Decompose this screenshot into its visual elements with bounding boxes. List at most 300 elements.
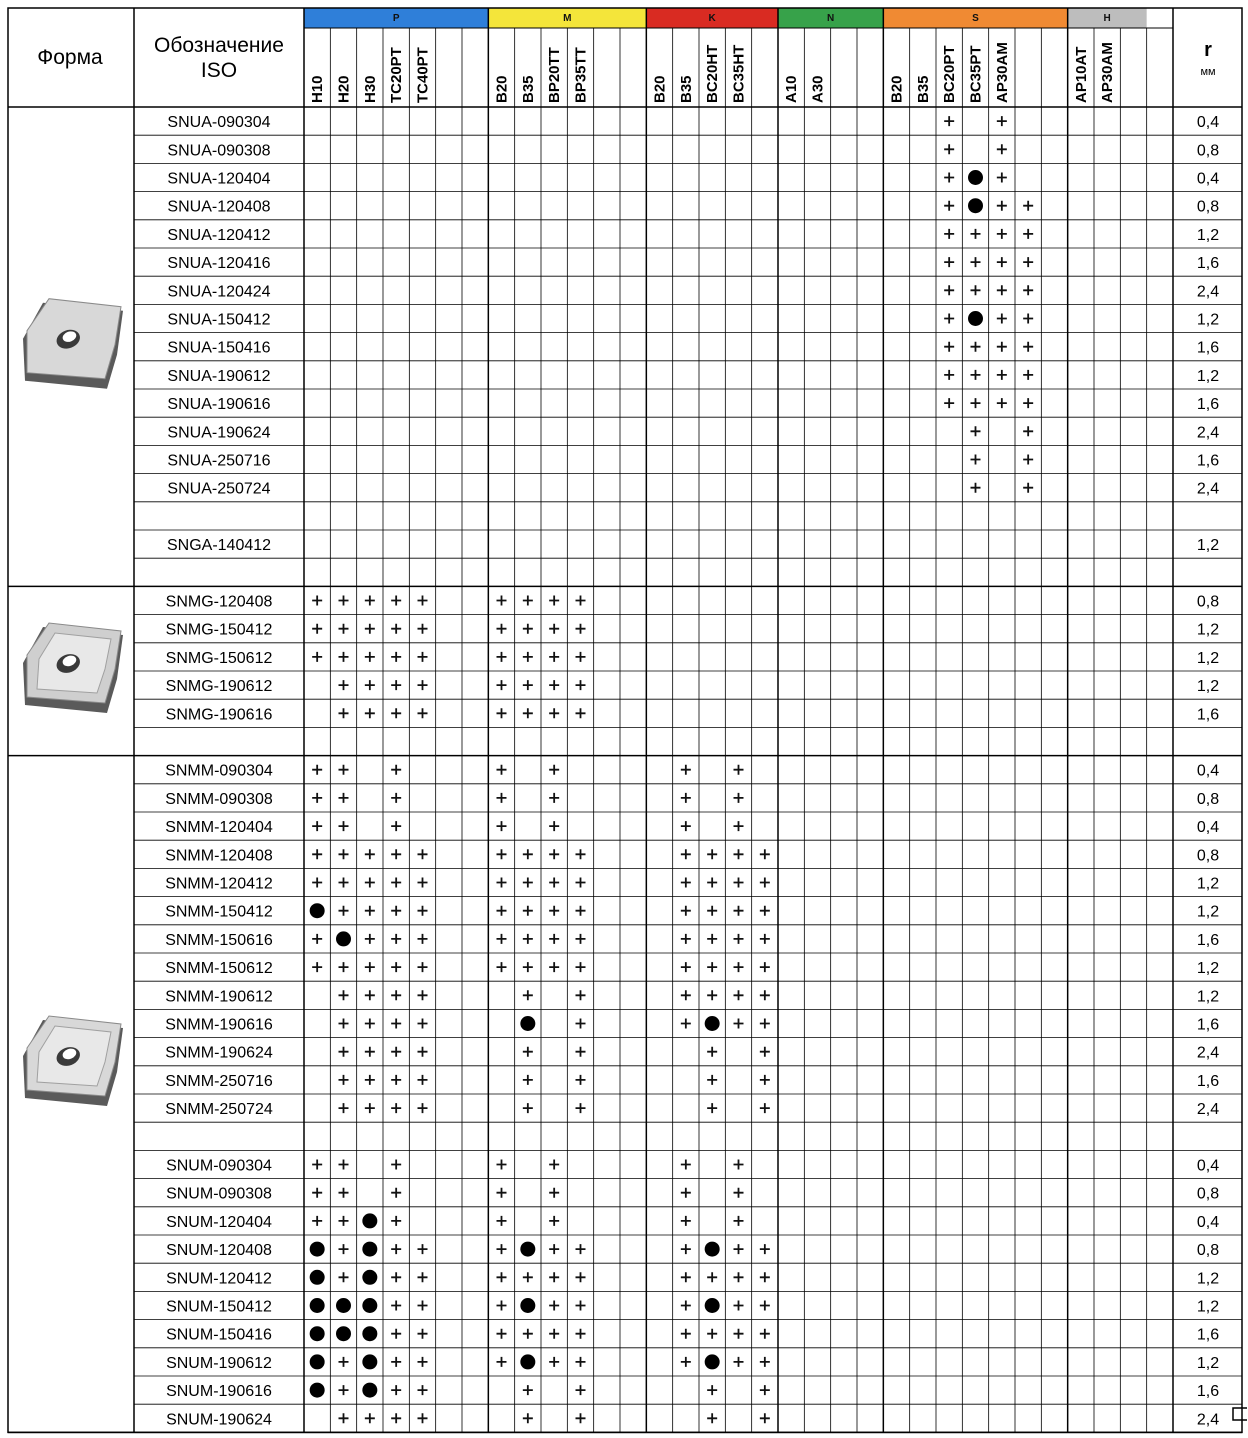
recommended-mark — [310, 903, 325, 918]
suitable-mark — [312, 596, 322, 606]
table-row — [167, 170, 1219, 188]
radius-value: 1,2 — [1196, 1298, 1220, 1316]
suitable-mark — [391, 1244, 401, 1254]
iso-designation: SNMG-150412 — [165, 621, 273, 639]
suitable-mark — [497, 821, 507, 831]
suitable-mark — [391, 878, 401, 888]
table-body — [165, 114, 1219, 1428]
suitable-mark — [391, 1075, 401, 1085]
suitable-mark — [681, 1244, 691, 1254]
table-row — [166, 1213, 1219, 1231]
suitable-mark — [339, 680, 349, 690]
grade-column-header: BC35HT — [730, 44, 748, 103]
table-row — [165, 960, 1219, 977]
table-row — [165, 988, 1219, 1005]
suitable-mark — [707, 1075, 717, 1085]
suitable-mark — [523, 680, 533, 690]
suitable-mark — [418, 708, 428, 718]
suitable-mark — [1023, 455, 1033, 465]
suitable-mark — [418, 624, 428, 634]
suitable-mark — [497, 1188, 507, 1198]
suitable-mark — [523, 849, 533, 859]
suitable-mark — [497, 962, 507, 972]
suitable-mark — [497, 680, 507, 690]
suitable-mark — [681, 962, 691, 972]
suitable-mark — [497, 765, 507, 775]
suitable-mark — [391, 849, 401, 859]
suitable-mark — [576, 878, 586, 888]
suitable-mark — [1023, 314, 1033, 324]
suitable-mark — [418, 849, 428, 859]
recommended-mark — [336, 1298, 351, 1313]
iso-designation: SNUM-190612 — [166, 1354, 272, 1372]
radius-value: 1,6 — [1196, 1326, 1220, 1344]
suitable-mark — [418, 962, 428, 972]
suitable-mark — [760, 849, 770, 859]
table-row — [166, 1383, 1219, 1401]
grade-column-header: H30 — [361, 75, 379, 103]
radius-value: 1,6 — [1196, 931, 1220, 949]
suitable-mark — [391, 596, 401, 606]
suitable-mark — [497, 1272, 507, 1282]
suitable-mark — [523, 1103, 533, 1113]
table-row — [167, 198, 1219, 216]
suitable-mark — [681, 821, 691, 831]
suitable-mark — [997, 173, 1007, 183]
suitable-mark — [734, 765, 744, 775]
grade-column-header: A30 — [809, 75, 827, 103]
suitable-mark — [549, 708, 559, 718]
suitable-mark — [391, 1188, 401, 1198]
suitable-mark — [391, 1301, 401, 1311]
iso-column-header-line2: ISO — [200, 59, 238, 82]
suitable-mark — [339, 878, 349, 888]
suitable-mark — [760, 878, 770, 888]
suitable-mark — [339, 708, 349, 718]
suitable-mark — [971, 426, 981, 436]
suitable-mark — [523, 962, 533, 972]
suitable-mark — [681, 1301, 691, 1311]
suitable-mark — [391, 990, 401, 1000]
suitable-mark — [391, 1216, 401, 1226]
suitable-mark — [760, 1272, 770, 1282]
suitable-mark — [339, 849, 349, 859]
suitable-mark — [549, 849, 559, 859]
suitable-mark — [1023, 257, 1033, 267]
suitable-mark — [312, 652, 322, 662]
radius-value: 0,4 — [1196, 170, 1220, 188]
suitable-mark — [576, 906, 586, 916]
suitable-mark — [312, 1188, 322, 1198]
suitable-mark — [734, 1272, 744, 1282]
iso-designation: SNUM-120404 — [166, 1213, 272, 1231]
table-row — [167, 396, 1219, 413]
suitable-mark — [391, 793, 401, 803]
radius-value: 1,2 — [1196, 678, 1220, 696]
radius-value: 2,4 — [1196, 1044, 1220, 1062]
table-row — [165, 903, 1219, 921]
suitable-mark — [760, 1047, 770, 1057]
suitable-mark — [681, 1188, 691, 1198]
suitable-mark — [365, 990, 375, 1000]
form-column-header: Форма — [37, 46, 103, 69]
suitable-mark — [760, 1329, 770, 1339]
suitable-mark — [681, 934, 691, 944]
group-label: P — [392, 13, 400, 24]
group-label: H — [1103, 13, 1111, 24]
suitable-mark — [497, 878, 507, 888]
suitable-mark — [497, 934, 507, 944]
table-row — [165, 876, 1219, 893]
suitable-mark — [944, 116, 954, 126]
suitable-mark — [681, 878, 691, 888]
radius-value: 2,4 — [1196, 424, 1220, 442]
insert-sqr-chipbreaker-icon — [23, 623, 123, 713]
group-label: S — [972, 13, 979, 24]
recommended-mark — [310, 1326, 325, 1341]
grade-column-header: BC20HT — [704, 44, 722, 103]
suitable-mark — [497, 708, 507, 718]
suitable-mark — [944, 173, 954, 183]
iso-designation: SNMM-150612 — [165, 960, 273, 978]
suitable-mark — [523, 906, 533, 916]
table-row — [167, 368, 1219, 385]
radius-value: 1,6 — [1196, 396, 1220, 414]
suitable-mark — [944, 144, 954, 154]
insert-sqr-medium-icon — [23, 1016, 123, 1106]
table-row — [165, 763, 1219, 780]
suitable-mark — [760, 906, 770, 916]
iso-designation: SNUA-250716 — [167, 452, 271, 470]
iso-designation: SNUA-190616 — [167, 396, 271, 414]
iso-designation: SNUM-090308 — [166, 1185, 272, 1203]
iso-designation: SNUA-150412 — [167, 311, 271, 329]
table-row — [165, 847, 1219, 864]
recommended-mark — [520, 1016, 535, 1031]
suitable-mark — [549, 1329, 559, 1339]
suitable-mark — [1023, 370, 1033, 380]
suitable-mark — [681, 990, 691, 1000]
suitable-mark — [312, 962, 322, 972]
iso-designation: SNGA-140412 — [166, 537, 272, 555]
suitable-mark — [576, 1301, 586, 1311]
suitable-mark — [523, 1413, 533, 1423]
suitable-mark — [576, 1019, 586, 1029]
suitable-mark — [497, 1329, 507, 1339]
table-row — [166, 706, 1220, 723]
suitable-mark — [339, 1216, 349, 1226]
suitable-mark — [681, 793, 691, 803]
suitable-mark — [365, 1047, 375, 1057]
suitable-mark — [707, 1047, 717, 1057]
suitable-mark — [734, 878, 744, 888]
suitable-mark — [944, 229, 954, 239]
suitable-mark — [760, 962, 770, 972]
radius-value: 0,4 — [1196, 762, 1220, 780]
grade-column-header: H10 — [309, 75, 327, 103]
radius-value: 0,8 — [1196, 1185, 1220, 1203]
grade-column-header: H20 — [335, 75, 353, 103]
suitable-mark — [523, 1385, 533, 1395]
radius-value: 1,2 — [1196, 875, 1220, 893]
radius-value: 1,2 — [1196, 1270, 1220, 1288]
suitable-mark — [734, 1329, 744, 1339]
iso-designation: SNMM-190612 — [165, 988, 273, 1006]
recommended-mark — [310, 1242, 325, 1257]
suitable-mark — [418, 906, 428, 916]
suitable-mark — [339, 652, 349, 662]
suitable-mark — [339, 1357, 349, 1367]
suitable-mark — [418, 1272, 428, 1282]
iso-designation: SNMM-090304 — [165, 762, 273, 780]
iso-designation: SNUA-090308 — [167, 142, 271, 160]
recommended-mark — [968, 311, 983, 326]
radius-value: 0,8 — [1196, 847, 1220, 865]
suitable-mark — [997, 398, 1007, 408]
iso-designation: SNMG-190612 — [165, 678, 273, 696]
suitable-mark — [707, 1385, 717, 1395]
suitable-mark — [365, 962, 375, 972]
radius-value: 0,8 — [1196, 593, 1220, 611]
suitable-mark — [418, 1385, 428, 1395]
table-row — [165, 1073, 1219, 1090]
radius-value: 0,8 — [1196, 1242, 1220, 1260]
suitable-mark — [971, 342, 981, 352]
suitable-mark — [944, 201, 954, 211]
suitable-mark — [681, 849, 691, 859]
suitable-mark — [497, 1357, 507, 1367]
suitable-mark — [391, 765, 401, 775]
suitable-mark — [418, 1103, 428, 1113]
recommended-mark — [310, 1383, 325, 1398]
suitable-mark — [549, 1301, 559, 1311]
radius-value: 0,8 — [1196, 142, 1220, 160]
table-row — [165, 819, 1219, 836]
suitable-mark — [391, 1160, 401, 1170]
iso-designation: SNMM-250724 — [165, 1101, 273, 1119]
suitable-mark — [576, 624, 586, 634]
suitable-mark — [365, 1075, 375, 1085]
suitable-mark — [944, 285, 954, 295]
table-header — [37, 34, 1215, 82]
grade-column-header: B20 — [493, 75, 511, 103]
suitable-mark — [339, 1413, 349, 1423]
suitable-mark — [523, 878, 533, 888]
table-row — [166, 1298, 1219, 1316]
table-row — [166, 1242, 1219, 1260]
suitable-mark — [418, 934, 428, 944]
table-row — [166, 622, 1220, 639]
grade-column-header: BC20PT — [941, 45, 959, 103]
grade-column-header: BP20TT — [546, 47, 564, 103]
suitable-mark — [997, 285, 1007, 295]
suitable-mark — [734, 1160, 744, 1170]
suitable-mark — [339, 1272, 349, 1282]
iso-designation: SNUA-190612 — [167, 367, 271, 385]
suitable-mark — [391, 624, 401, 634]
suitable-mark — [681, 906, 691, 916]
iso-designation: SNUM-090304 — [166, 1157, 272, 1175]
suitable-mark — [549, 596, 559, 606]
suitable-mark — [418, 652, 428, 662]
suitable-mark — [734, 1357, 744, 1367]
suitable-mark — [734, 934, 744, 944]
grade-column-header: AP10AT — [1072, 46, 1090, 103]
suitable-mark — [418, 680, 428, 690]
iso-designation: SNMM-090308 — [165, 790, 273, 808]
radius-value: 2,4 — [1196, 1101, 1220, 1119]
grade-column-header: AP30AM — [993, 42, 1011, 103]
suitable-mark — [365, 1413, 375, 1423]
suitable-mark — [497, 1244, 507, 1254]
suitable-mark — [734, 1244, 744, 1254]
suitable-mark — [997, 257, 1007, 267]
radius-value: 1,2 — [1196, 1354, 1220, 1372]
suitable-mark — [971, 398, 981, 408]
suitable-mark — [734, 990, 744, 1000]
suitable-mark — [339, 1385, 349, 1395]
suitable-mark — [760, 1301, 770, 1311]
suitable-mark — [1023, 342, 1033, 352]
suitable-mark — [549, 1188, 559, 1198]
suitable-mark — [576, 934, 586, 944]
suitable-mark — [549, 906, 559, 916]
suitable-mark — [576, 652, 586, 662]
suitable-mark — [760, 1019, 770, 1029]
radius-value: 1,2 — [1196, 988, 1220, 1006]
suitable-mark — [523, 1272, 533, 1282]
suitable-mark — [365, 1019, 375, 1029]
suitable-mark — [944, 398, 954, 408]
suitable-mark — [365, 934, 375, 944]
recommended-mark — [705, 1298, 720, 1313]
suitable-mark — [391, 708, 401, 718]
insert-shape-icons — [23, 299, 123, 1106]
iso-designation: SNUA-250724 — [167, 480, 271, 498]
suitable-mark — [339, 1244, 349, 1254]
corner-bracket-icon — [1233, 1408, 1247, 1420]
suitable-mark — [1023, 201, 1033, 211]
suitable-mark — [497, 596, 507, 606]
suitable-mark — [391, 821, 401, 831]
grade-column-header: TC40PT — [414, 47, 432, 103]
suitable-mark — [1023, 426, 1033, 436]
radius-value: 0,8 — [1196, 790, 1220, 808]
radius-value: 1,2 — [1196, 311, 1220, 329]
group-label: N — [827, 13, 835, 24]
suitable-mark — [549, 1216, 559, 1226]
suitable-mark — [418, 1329, 428, 1339]
radius-value: 2,4 — [1196, 1411, 1220, 1429]
suitable-mark — [681, 1272, 691, 1282]
suitable-mark — [549, 624, 559, 634]
grade-column-header: BP35TT — [572, 47, 590, 103]
suitable-mark — [576, 1047, 586, 1057]
suitable-mark — [734, 962, 744, 972]
suitable-mark — [734, 793, 744, 803]
radius-value: 1,2 — [1196, 621, 1220, 639]
suitable-mark — [971, 483, 981, 493]
recommended-mark — [362, 1383, 377, 1398]
iso-designation: SNUA-120416 — [167, 255, 271, 273]
recommended-mark — [362, 1242, 377, 1257]
suitable-mark — [418, 1357, 428, 1367]
suitable-mark — [339, 1019, 349, 1029]
suitable-mark — [312, 765, 322, 775]
suitable-mark — [971, 370, 981, 380]
table-row — [167, 537, 1219, 554]
iso-designation: SNUA-120408 — [167, 198, 271, 216]
suitable-mark — [312, 1216, 322, 1226]
suitable-mark — [707, 990, 717, 1000]
suitable-mark — [549, 793, 559, 803]
suitable-mark — [997, 342, 1007, 352]
radius-value: 2,4 — [1196, 283, 1220, 301]
table-row — [167, 311, 1219, 329]
recommended-mark — [336, 1326, 351, 1341]
suitable-mark — [549, 1272, 559, 1282]
grade-column-header: B35 — [519, 75, 537, 103]
radius-value: 1,2 — [1196, 537, 1220, 555]
grade-column-header: B35 — [677, 75, 695, 103]
suitable-mark — [418, 1244, 428, 1254]
suitable-mark — [391, 1385, 401, 1395]
suitable-mark — [391, 906, 401, 916]
iso-designation: SNMM-150412 — [165, 903, 273, 921]
suitable-mark — [707, 1413, 717, 1423]
suitable-mark — [681, 1160, 691, 1170]
suitable-mark — [391, 652, 401, 662]
table-row — [167, 481, 1219, 498]
suitable-mark — [576, 708, 586, 718]
suitable-mark — [418, 596, 428, 606]
suitable-mark — [944, 314, 954, 324]
iso-designation: SNUM-120412 — [166, 1270, 272, 1288]
iso-designation: SNUA-150416 — [167, 339, 271, 357]
suitable-mark — [971, 455, 981, 465]
suitable-mark — [760, 1413, 770, 1423]
radius-value: 1,2 — [1196, 367, 1220, 385]
suitable-mark — [576, 596, 586, 606]
suitable-mark — [523, 1047, 533, 1057]
suitable-mark — [312, 849, 322, 859]
table-row — [166, 1354, 1219, 1372]
recommended-mark — [336, 931, 351, 946]
suitable-mark — [523, 990, 533, 1000]
suitable-mark — [549, 1160, 559, 1170]
iso-designation: SNMG-150612 — [165, 649, 273, 667]
suitable-mark — [576, 1329, 586, 1339]
suitable-mark — [1023, 398, 1033, 408]
iso-designation: SNMM-120408 — [165, 847, 273, 865]
suitable-mark — [418, 1019, 428, 1029]
suitable-mark — [339, 1160, 349, 1170]
suitable-mark — [681, 1019, 691, 1029]
table-row — [167, 453, 1219, 470]
suitable-mark — [339, 765, 349, 775]
suitable-mark — [760, 934, 770, 944]
suitable-mark — [576, 680, 586, 690]
suitable-mark — [576, 1103, 586, 1113]
recommended-mark — [968, 170, 983, 185]
recommended-mark — [520, 1242, 535, 1257]
grade-column-header: BC35PT — [967, 45, 985, 103]
insert-sqr-flat-icon — [23, 299, 123, 389]
iso-designation: SNMG-190616 — [165, 706, 273, 724]
suitable-mark — [576, 1413, 586, 1423]
table-row — [165, 1045, 1219, 1062]
suitable-mark — [391, 1413, 401, 1423]
